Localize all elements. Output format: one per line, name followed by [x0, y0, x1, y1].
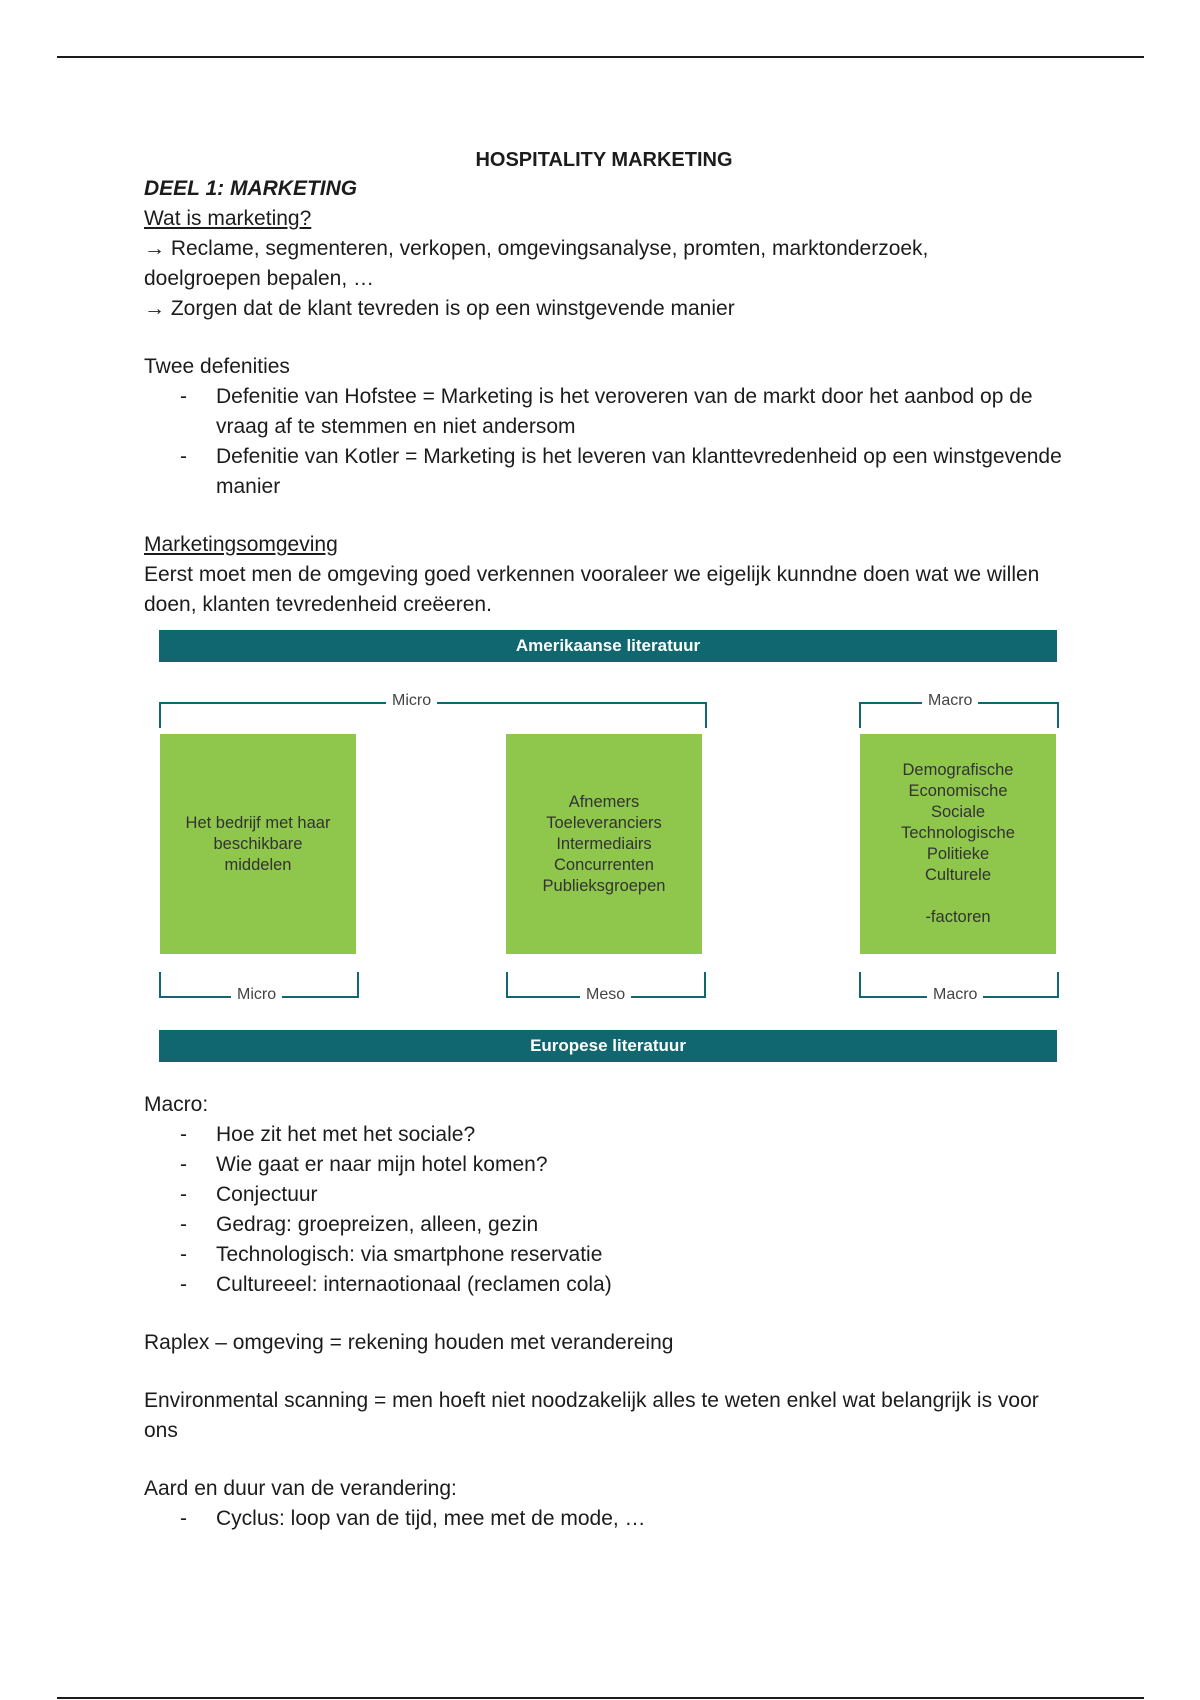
- list-item: - Cultureeel: internaotionaal (reclamen cola): [144, 1270, 1064, 1300]
- macro-heading: Macro:: [144, 1093, 209, 1116]
- raplex-text: Raplex – omgeving = rekening houden met verandereing: [144, 1331, 674, 1354]
- box-line: Toeleveranciers: [546, 813, 662, 832]
- top-micro-label: Micro: [386, 692, 437, 710]
- document-body: [144, 146, 1064, 1534]
- box-line: Demografische: [902, 761, 1014, 779]
- box-line: beschikbare: [213, 834, 303, 853]
- environment-diagram: [144, 630, 1064, 1070]
- box-line: Politieke: [926, 845, 990, 863]
- box-line: -factoren: [925, 908, 991, 926]
- stakeholders-box: [506, 734, 702, 954]
- bottom-macro-label: Macro: [927, 986, 983, 1004]
- list-item: - Gedrag: groepreizen, alleen, gezin: [144, 1210, 1064, 1240]
- question-line: → Reclame, segmenteren, verkopen, omgevingsanalyse, promten, marktonderzoek,: [144, 237, 929, 260]
- question-line: → Zorgen dat de klant tevreden is op een winstgevende manier: [144, 297, 735, 320]
- box-line: Afnemers: [568, 792, 640, 811]
- change-heading: Aard en duur van de verandering:: [144, 1477, 457, 1500]
- question-heading: [144, 204, 1064, 234]
- box-line: Sociale: [930, 803, 986, 821]
- definitions-heading: Twee defenities: [144, 355, 290, 378]
- question-line: doelgroepen bepalen, …: [144, 267, 375, 290]
- american-literature-band: Amerikaanse literatuur: [159, 630, 1057, 662]
- environment-text: Eerst moet men de omgeving goed verkennen vooraleer we eigelijk kunndne doen wat we willen doen, klanten tevredenheid creëeren.: [144, 563, 1040, 616]
- page-title: HOSPITALITY MARKETING: [475, 149, 733, 171]
- bottom-meso-label: Meso: [580, 986, 631, 1004]
- top-rule: [57, 56, 1144, 58]
- box-line: Economische: [908, 782, 1008, 800]
- european-literature-band: Europese literatuur: [159, 1030, 1057, 1062]
- list-item: - Defenitie van Hofstee = Marketing is het veroveren van de markt door het aanbod op de vraag af te stemmen en niet andersom: [144, 382, 1064, 442]
- bottom-micro-label: Micro: [231, 986, 282, 1004]
- box-line: Technologische: [901, 824, 1015, 842]
- list-item: - Conjectuur: [144, 1180, 1064, 1210]
- environment-heading-text: Marketingsomgeving: [144, 533, 338, 556]
- box-line: Intermediairs: [556, 834, 652, 853]
- box-line: Concurrenten: [554, 855, 654, 874]
- question-heading-text: Wat is marketing?: [144, 207, 312, 230]
- list-item: - Cyclus: loop van de tijd, mee met de mode, …: [144, 1504, 1064, 1534]
- box-line: Het bedrijf met haar: [185, 813, 331, 832]
- box-line: Culturele: [924, 866, 992, 884]
- top-macro-label: Macro: [922, 692, 978, 710]
- macro-factors-box: [860, 734, 1056, 954]
- macro-list: [144, 1120, 1064, 1300]
- definitions-list: [144, 382, 1064, 502]
- box-line: Publieksgroepen: [542, 876, 666, 895]
- list-item: - Defenitie van Kotler = Marketing is het leveren van klanttevredenheid op een winstgevende manier: [144, 442, 1064, 502]
- bottom-rule: [57, 1697, 1144, 1699]
- scanning-text: Environmental scanning = men hoeft niet noodzakelijk alles te weten enkel wat belangrijk is voor ons: [144, 1389, 1039, 1442]
- box-line: middelen: [224, 855, 292, 874]
- part-heading: DEEL 1: MARKETING: [144, 177, 358, 200]
- company-box: [160, 734, 356, 954]
- list-item: - Technologisch: via smartphone reservatie: [144, 1240, 1064, 1270]
- list-item: - Wie gaat er naar mijn hotel komen?: [144, 1150, 1064, 1180]
- change-list: [144, 1504, 1064, 1534]
- list-item: - Hoe zit het met het sociale?: [144, 1120, 1064, 1150]
- environment-heading: [144, 530, 1064, 560]
